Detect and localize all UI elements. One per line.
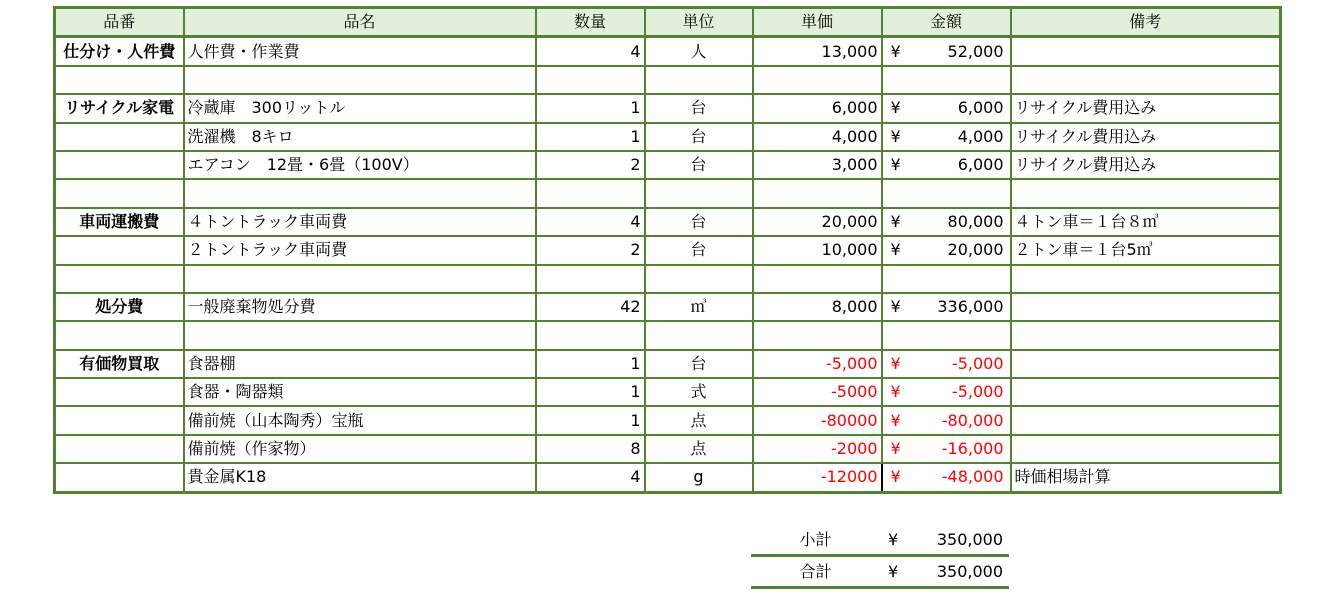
- cell-category[interactable]: 仕分け・人件費: [55, 37, 184, 66]
- cell-unit-price[interactable]: [753, 179, 882, 207]
- amount-value: -48,000: [941, 467, 1004, 487]
- cell-qty[interactable]: 1: [536, 123, 645, 151]
- cell-amount[interactable]: [882, 179, 1011, 207]
- table-row: [55, 179, 1281, 207]
- cell-category[interactable]: [55, 236, 184, 264]
- cell-note[interactable]: リサイクル費用込み: [1011, 94, 1281, 122]
- table-row: [55, 350, 1281, 378]
- cell-category[interactable]: [55, 321, 184, 349]
- cell-name[interactable]: 備前焼（作家物）: [184, 435, 536, 463]
- header-category[interactable]: 品番: [55, 8, 184, 37]
- header-row: [55, 8, 1281, 37]
- cell-amount[interactable]: [882, 293, 1011, 321]
- cell-category[interactable]: [55, 179, 184, 207]
- cell-unit-price[interactable]: -5000: [753, 378, 882, 406]
- cell-note[interactable]: [1011, 350, 1281, 378]
- cell-name[interactable]: 洗濯機 8キロ: [184, 123, 536, 151]
- table-row: [55, 123, 1281, 151]
- amount-value: 6,000: [957, 155, 1004, 175]
- table-row: [55, 321, 1281, 349]
- cell-category[interactable]: [55, 66, 184, 94]
- table-row: [55, 236, 1281, 264]
- cell-amount[interactable]: [882, 435, 1011, 463]
- cell-category[interactable]: [55, 463, 184, 492]
- cell-category[interactable]: [55, 378, 184, 406]
- cell-qty[interactable]: 2: [536, 151, 645, 179]
- amount-value: 4,000: [957, 126, 1004, 146]
- cell-note[interactable]: 時価相場計算: [1011, 463, 1281, 492]
- total-amount-cell[interactable]: [880, 556, 1009, 588]
- cell-unit-price[interactable]: 3,000: [753, 151, 882, 179]
- cell-name[interactable]: 一般廃棄物処分費: [184, 293, 536, 321]
- cell-unit[interactable]: [645, 321, 753, 349]
- amount-value: 80,000: [947, 211, 1004, 231]
- cell-name[interactable]: ４トントラック車両費: [184, 208, 536, 236]
- cell-qty[interactable]: 4: [536, 37, 645, 66]
- cell-amount[interactable]: [882, 208, 1011, 236]
- cell-qty[interactable]: 8: [536, 435, 645, 463]
- cell-category[interactable]: リサイクル家電: [55, 94, 184, 122]
- cell-unit-price[interactable]: [753, 321, 882, 349]
- cell-name[interactable]: [184, 66, 536, 94]
- cell-category[interactable]: [55, 151, 184, 179]
- yen-sign: ¥: [890, 353, 901, 373]
- cell-unit-price[interactable]: 13,000: [753, 37, 882, 66]
- amount-value: 52,000: [947, 41, 1004, 61]
- cell-amount[interactable]: [882, 123, 1011, 151]
- cell-qty[interactable]: 1: [536, 94, 645, 122]
- table-row: [55, 378, 1281, 406]
- cell-unit[interactable]: 点: [645, 435, 753, 463]
- cell-amount[interactable]: [882, 463, 1011, 492]
- cell-amount[interactable]: [882, 151, 1011, 179]
- yen-sign: ¥: [890, 98, 901, 118]
- header-qty[interactable]: 数量: [536, 8, 645, 37]
- cell-unit[interactable]: ㎥: [645, 293, 753, 321]
- table-row: [55, 435, 1281, 463]
- table-row: [55, 66, 1281, 94]
- table-row: [55, 463, 1281, 492]
- cell-qty[interactable]: 42: [536, 293, 645, 321]
- cell-unit[interactable]: 台: [645, 123, 753, 151]
- cell-name[interactable]: [184, 321, 536, 349]
- header-amount[interactable]: 金額: [882, 8, 1011, 37]
- yen-sign: ¥: [890, 126, 901, 146]
- cell-note[interactable]: [1011, 435, 1281, 463]
- amount-value: -5,000: [951, 353, 1004, 373]
- table-row: [55, 94, 1281, 122]
- cell-amount[interactable]: [882, 66, 1011, 94]
- cell-unit[interactable]: g: [645, 463, 753, 492]
- cell-unit[interactable]: [645, 265, 753, 293]
- header-name[interactable]: 品名: [184, 8, 536, 37]
- cell-name[interactable]: 貴金属K18: [184, 463, 536, 492]
- cell-category[interactable]: 車両運搬費: [55, 208, 184, 236]
- cell-category[interactable]: [55, 435, 184, 463]
- cell-amount[interactable]: [882, 378, 1011, 406]
- cell-unit[interactable]: 台: [645, 236, 753, 264]
- cell-note[interactable]: [1011, 66, 1281, 94]
- table-row: [55, 265, 1281, 293]
- cell-amount[interactable]: [882, 350, 1011, 378]
- table-row: [55, 37, 1281, 66]
- cell-name[interactable]: 冷蔵庫 300リットル: [184, 94, 536, 122]
- yen-sign: ¥: [890, 211, 901, 231]
- subtotal-row: [751, 525, 1009, 556]
- cell-unit-price[interactable]: -12000: [753, 463, 882, 492]
- cell-note[interactable]: [1011, 37, 1281, 66]
- cell-unit-price[interactable]: [753, 66, 882, 94]
- totals-block: [751, 525, 1009, 589]
- cell-name[interactable]: 食器棚: [184, 350, 536, 378]
- cell-unit-price[interactable]: -5,000: [753, 350, 882, 378]
- cell-qty[interactable]: [536, 179, 645, 207]
- cell-note[interactable]: [1011, 293, 1281, 321]
- yen-sign: ¥: [888, 562, 899, 581]
- table-row: [55, 406, 1281, 434]
- total-label[interactable]: 合計: [751, 556, 880, 588]
- cell-name[interactable]: 備前焼（山本陶秀）宝瓶: [184, 406, 536, 434]
- cell-unit[interactable]: 台: [645, 208, 753, 236]
- yen-sign: ¥: [890, 41, 901, 61]
- cell-unit[interactable]: [645, 179, 753, 207]
- cell-amount[interactable]: [882, 406, 1011, 434]
- amount-value: -80,000: [941, 410, 1004, 430]
- yen-sign: ¥: [888, 530, 899, 549]
- header-note[interactable]: 備考: [1011, 8, 1281, 37]
- cell-qty[interactable]: 4: [536, 463, 645, 492]
- total-row: [751, 556, 1009, 588]
- total-amount: 350,000: [936, 562, 1003, 581]
- cell-unit[interactable]: 台: [645, 151, 753, 179]
- cell-note[interactable]: [1011, 265, 1281, 293]
- cell-name[interactable]: ２トントラック車両費: [184, 236, 536, 264]
- estimate-table: [53, 6, 1282, 494]
- yen-sign: ¥: [890, 410, 901, 430]
- subtotal-label[interactable]: 小計: [751, 525, 880, 556]
- yen-sign: ¥: [890, 240, 901, 260]
- cell-note[interactable]: ２トン車＝１台5㎥: [1011, 236, 1281, 264]
- subtotal-amount-cell[interactable]: [880, 525, 1009, 556]
- cell-unit-price[interactable]: 8,000: [753, 293, 882, 321]
- table-row: [55, 151, 1281, 179]
- cell-unit-price[interactable]: 20,000: [753, 208, 882, 236]
- amount-value: 336,000: [937, 297, 1004, 317]
- cell-qty[interactable]: 1: [536, 350, 645, 378]
- cell-qty[interactable]: 1: [536, 406, 645, 434]
- cell-qty[interactable]: 4: [536, 208, 645, 236]
- cell-unit[interactable]: [645, 66, 753, 94]
- cell-note[interactable]: [1011, 179, 1281, 207]
- cell-qty[interactable]: 2: [536, 236, 645, 264]
- cell-unit[interactable]: 台: [645, 350, 753, 378]
- header-unit-price[interactable]: 単価: [753, 8, 882, 37]
- cell-name[interactable]: [184, 265, 536, 293]
- cell-name[interactable]: 食器・陶器類: [184, 378, 536, 406]
- cell-note[interactable]: リサイクル費用込み: [1011, 151, 1281, 179]
- cell-unit-price[interactable]: -2000: [753, 435, 882, 463]
- cell-category[interactable]: [55, 265, 184, 293]
- cell-note[interactable]: ４トン車＝１台８㎥: [1011, 208, 1281, 236]
- table-row: [55, 208, 1281, 236]
- cell-unit-price[interactable]: [753, 265, 882, 293]
- cell-qty[interactable]: [536, 265, 645, 293]
- cell-qty[interactable]: [536, 66, 645, 94]
- subtotal-amount: 350,000: [936, 530, 1003, 549]
- cell-category[interactable]: 処分費: [55, 293, 184, 321]
- amount-value: -16,000: [941, 439, 1004, 459]
- yen-sign: ¥: [890, 297, 901, 317]
- table-body: [55, 37, 1281, 492]
- cell-note[interactable]: [1011, 378, 1281, 406]
- cell-note[interactable]: [1011, 406, 1281, 434]
- amount-value: 6,000: [957, 98, 1004, 118]
- cell-unit-price[interactable]: -80000: [753, 406, 882, 434]
- cell-amount[interactable]: [882, 236, 1011, 264]
- cell-category[interactable]: 有価物買取: [55, 350, 184, 378]
- cell-amount[interactable]: [882, 37, 1011, 66]
- yen-sign: ¥: [890, 439, 901, 459]
- cell-unit[interactable]: 人: [645, 37, 753, 66]
- yen-sign: ¥: [890, 382, 901, 402]
- cell-category[interactable]: [55, 123, 184, 151]
- cell-name[interactable]: エアコン 12畳・6畳（100V）: [184, 151, 536, 179]
- cell-amount[interactable]: [882, 321, 1011, 349]
- cell-unit[interactable]: 台: [645, 94, 753, 122]
- cell-unit[interactable]: 点: [645, 406, 753, 434]
- table-row: [55, 293, 1281, 321]
- amount-value: -5,000: [951, 382, 1004, 402]
- cell-name[interactable]: [184, 179, 536, 207]
- cell-note[interactable]: [1011, 321, 1281, 349]
- cell-unit-price[interactable]: 10,000: [753, 236, 882, 264]
- cell-category[interactable]: [55, 406, 184, 434]
- yen-sign: ¥: [890, 155, 901, 175]
- cell-qty[interactable]: 1: [536, 378, 645, 406]
- amount-value: 20,000: [947, 240, 1004, 260]
- cell-amount[interactable]: [882, 265, 1011, 293]
- yen-sign: ¥: [890, 467, 901, 487]
- cell-qty[interactable]: [536, 321, 645, 349]
- cell-name[interactable]: 人件費・作業費: [184, 37, 536, 66]
- cell-unit-price[interactable]: 6,000: [753, 94, 882, 122]
- cell-unit-price[interactable]: 4,000: [753, 123, 882, 151]
- cell-unit[interactable]: 式: [645, 378, 753, 406]
- cell-amount[interactable]: [882, 94, 1011, 122]
- header-unit[interactable]: 単位: [645, 8, 753, 37]
- cell-note[interactable]: リサイクル費用込み: [1011, 123, 1281, 151]
